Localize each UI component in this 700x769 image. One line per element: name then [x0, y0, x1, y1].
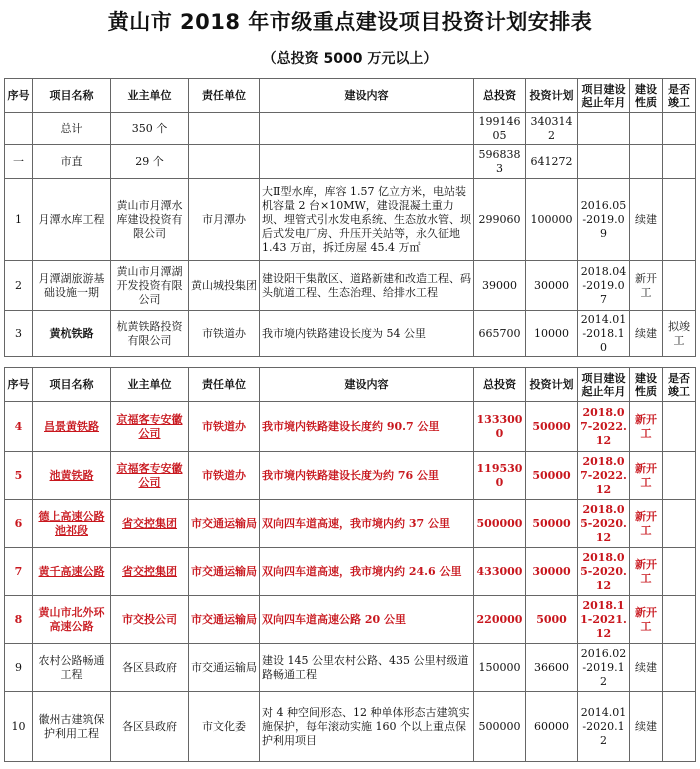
table-header-row: 序号 项目名称 业主单位 责任单位 建设内容 总投资 投资计划 项目建设起止年月 建设性质 是否竣工: [5, 368, 696, 402]
table-row: 2 月潭湖旅游基础设施一期 黄山市月潭湖开发投资有限公司 黄山城投集团 建设阳干集散区、道路新建和改造工程、码头航道工程、生态治理、给排水工程 39000 30000 2018.04-2019.07 新开工: [5, 261, 696, 311]
table-row: 6 德上高速公路池祁段 省交控集团 市交通运输局 双向四车道高速，我市境内约 37 公里 500000 50000 2018.05-2020.12 新开工: [5, 500, 696, 548]
table-header-row: [5, 79, 696, 113]
table-row: 8 黄山市北外环高速公路 市交投公司 市交通运输局 双向四车道高速公路 20 公里 220000 5000 2018.11-2021.12 新开工: [5, 596, 696, 644]
header-plan: 投资计划: [526, 79, 578, 113]
table-row: 4 昌景黄铁路 京福客专安徽公司 市铁道办 我市境内铁路建设长度约 90.7 公里 1333000 50000 2018.07-2022.12 新开工: [5, 402, 696, 452]
header-period: 项目建设起止年月: [578, 79, 630, 113]
table-row: 1 月潭水库工程 黄山市月潭水库建设投资有限公司 市月潭办 大Ⅱ型水库，库容 1.57 亿立方米，电站装机容量 2 台×10MW，建设混凝土重力坝、埋管式引水发电系统、生态放水管、坝后式发电厂房、升压开关站等，永久征地 1.43 万亩，拆迁房屋 45.4 万㎡ 299060 100000 2016.05-2019.09 续建: [5, 179, 696, 261]
table-row: 7 黄千高速公路 省交控集团 市交通运输局 双向四车道高速，我市境内约 24.6 公里 433000 30000 2018.05-2020.12 新开工: [5, 548, 696, 596]
table-row: 9 农村公路畅通工程 各区县政府 市交通运输局 建设 145 公里农村公路、435 公里村级道路畅通工程 150000 36600 2016.02-2019.12 续建: [5, 644, 696, 692]
summary-row-total: 总计 350 个 19914605 3403142: [5, 113, 696, 145]
table-row: 5 池黄铁路 京福客专安徽公司 市铁道办 我市境内铁路建设长度为约 76 公里 1195300 50000 2018.07-2022.12 新开工: [5, 452, 696, 500]
header-no: 序号: [5, 79, 33, 113]
header-content: 建设内容: [260, 79, 474, 113]
header-total: 总投资: [474, 79, 526, 113]
header-responsible: 责任单位: [189, 79, 260, 113]
table-row: 10 徽州古建筑保护利用工程 各区县政府 市文化委 对 4 种空间形态、12 种单体形态古建筑实施保护，每年滚动实施 160 个以上重点保护利用项目 500000 60000 2014.01-2020.12 续建: [5, 692, 696, 762]
header-owner: 业主单位: [111, 79, 189, 113]
summary-row-city: 一 市直 29 个 5968383 641272: [5, 145, 696, 179]
page-title: 黄山市 2018 年市级重点建设项目投资计划安排表: [107, 10, 593, 34]
header-nature: 建设性质: [630, 79, 663, 113]
investment-table-part2: [4, 367, 696, 762]
header-name: 项目名称: [33, 79, 111, 113]
header-done: 是否竣工: [663, 79, 696, 113]
investment-table-part1: [4, 78, 696, 357]
table-row: 3 黄杭铁路 杭黄铁路投资有限公司 市铁道办 我市境内铁路建设长度为 54 公里 665700 10000 2014.01-2018.10 续建 拟竣工: [5, 311, 696, 357]
page-subtitle: （总投资 5000 万元以上）: [262, 51, 438, 67]
